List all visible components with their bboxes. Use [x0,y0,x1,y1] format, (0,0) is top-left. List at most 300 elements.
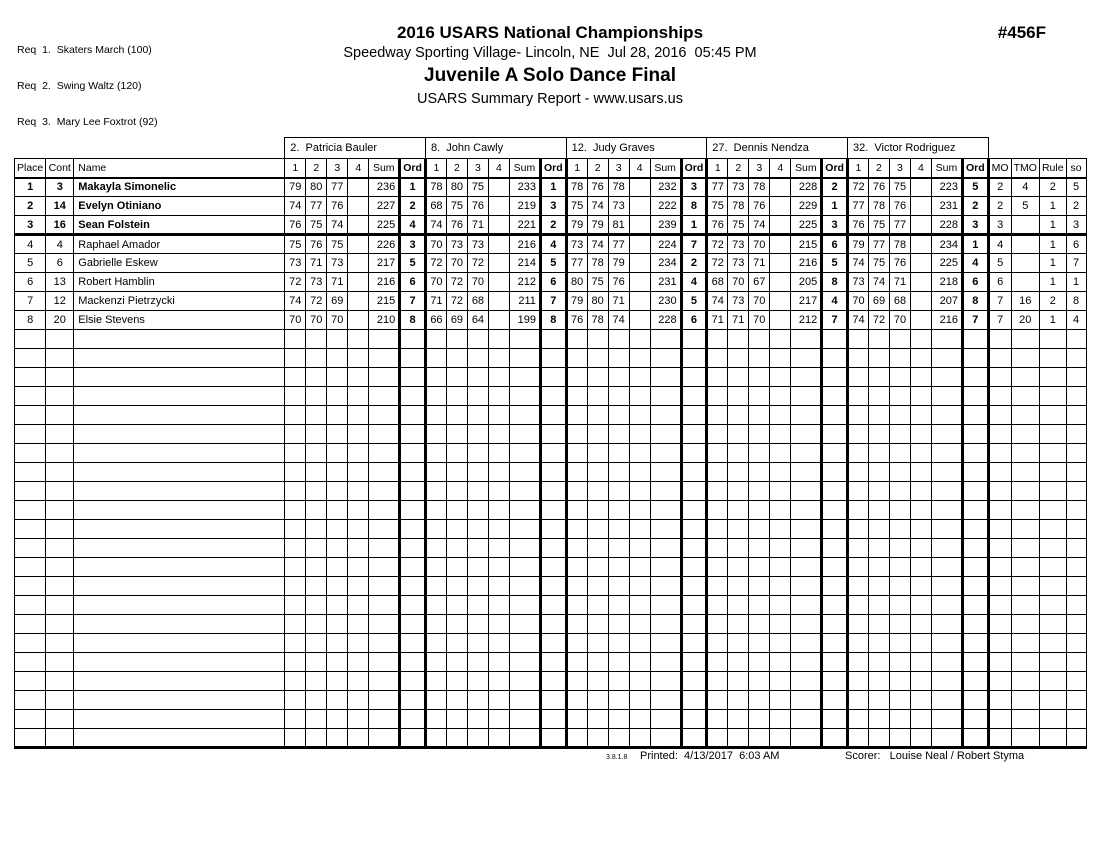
judge-score: 75 [285,235,306,254]
judge-score [728,710,749,729]
judge-ordinal [400,596,426,615]
judge-score: 78 [749,178,770,197]
so-value [1066,444,1086,463]
judge-sum [650,406,681,425]
judge-header: 27. Dennis Nendza [707,138,848,159]
so-value [1066,634,1086,653]
judge-score [728,558,749,577]
judge-score [728,596,749,615]
judge-score [770,178,791,197]
judge-score: 79 [587,216,608,235]
place-value [15,501,46,520]
judge-score [770,615,791,634]
judge-score [348,197,369,216]
judge-score [425,634,446,653]
judge-score [488,330,509,349]
judge-sum [931,387,962,406]
judge-score [728,729,749,748]
rule-value: 1 [1039,197,1066,216]
judge-score [348,653,369,672]
judge-sum [369,710,400,729]
event-number: #456F [997,23,1046,42]
judge-score [910,615,931,634]
judge-score [889,615,910,634]
judge-sum: 216 [931,311,962,330]
judge-score [629,425,650,444]
judge-score [446,501,467,520]
judge-sum [791,425,822,444]
contestant-number [46,615,74,634]
judge-score [608,520,629,539]
tmo-value [1011,463,1039,482]
judge-score: 79 [566,292,587,311]
judge-score [608,501,629,520]
judge-score [770,349,791,368]
judge-score: 72 [707,235,728,254]
judge-score [587,653,608,672]
judge-ordinal: 6 [400,273,426,292]
col-header-score: 4 [910,159,931,178]
contestant-number [46,539,74,558]
rule-value [1039,330,1066,349]
contestant-number [46,672,74,691]
skater-name [74,577,285,596]
judge-score: 72 [707,254,728,273]
col-header-sum: Sum [509,159,540,178]
judge-sum: 214 [509,254,540,273]
judge-score [910,425,931,444]
judge-sum: 231 [650,273,681,292]
judge-sum [650,520,681,539]
judge-score [285,368,306,387]
judge-sum [931,729,962,748]
judge-score: 76 [566,311,587,330]
judge-score [847,615,868,634]
judge-ordinal: 1 [962,235,988,254]
judge-score [629,235,650,254]
printed-label: Printed: [640,750,678,762]
judge-sum: 225 [369,216,400,235]
contestant-number [46,368,74,387]
scorer-line [845,750,1024,762]
judge-score: 73 [467,235,488,254]
place-value [15,672,46,691]
skater-name [74,710,285,729]
tmo-value [1011,596,1039,615]
judge-score: 77 [868,235,889,254]
col-header-score: 4 [629,159,650,178]
judge-score [707,387,728,406]
judge-score [488,197,509,216]
col-header-score: 3 [749,159,770,178]
judge-score [608,729,629,748]
judge-score [306,710,327,729]
judge-score: 74 [327,216,348,235]
judge-score [425,729,446,748]
judge-ordinal [962,387,988,406]
judge-score [889,406,910,425]
so-value [1066,406,1086,425]
judge-score [889,425,910,444]
mo-value [988,558,1011,577]
event-title: Juvenile A Solo Dance Final [424,65,676,86]
judge-score [587,330,608,349]
judge-score [446,425,467,444]
judge-ordinal [822,387,848,406]
judge-score: 70 [446,254,467,273]
contestant-number [46,387,74,406]
judge-score [889,444,910,463]
col-header-score: 1 [285,159,306,178]
so-value: 7 [1066,254,1086,273]
judge-score [348,254,369,273]
mo-value: 2 [988,197,1011,216]
judge-score [629,482,650,501]
judge-score [608,558,629,577]
judge-score [728,672,749,691]
judge-ordinal [400,482,426,501]
empty-row [15,710,1087,729]
judge-score: 76 [285,216,306,235]
printed-value: 4/13/2017 6:03 AM [684,750,780,762]
judge-score [306,425,327,444]
judge-score: 78 [566,178,587,197]
contestant-number [46,520,74,539]
mo-value [988,330,1011,349]
judge-score [446,368,467,387]
judge-sum [791,444,822,463]
skater-name [74,349,285,368]
tmo-value: 5 [1011,197,1039,216]
skater-name [74,520,285,539]
judge-score: 71 [306,254,327,273]
skater-name [74,330,285,349]
judge-score [467,653,488,672]
judge-score [770,254,791,273]
judge-score: 73 [608,197,629,216]
so-value [1066,520,1086,539]
col-header-rule: Rule [1039,159,1066,178]
judge-score [327,615,348,634]
judge-score [285,349,306,368]
judge-ordinal: 6 [540,273,566,292]
col-header-ord: Ord [962,159,988,178]
judge-ordinal [822,444,848,463]
judge-ordinal [822,501,848,520]
judge-score [847,368,868,387]
judge-score [327,425,348,444]
judge-score [629,216,650,235]
judge-score [770,463,791,482]
judge-score [467,482,488,501]
judge-score [749,691,770,710]
judge-score [608,387,629,406]
judge-score: 77 [327,178,348,197]
judge-score [425,387,446,406]
judge-score [707,539,728,558]
judge-ordinal [540,520,566,539]
judge-score [306,463,327,482]
judge-score: 78 [587,254,608,273]
judge-ordinal: 4 [400,216,426,235]
empty-row [15,425,1087,444]
judge-score [910,292,931,311]
judge-score [327,387,348,406]
judge-ordinal [540,729,566,748]
empty-row [15,558,1087,577]
judge-score [770,197,791,216]
judge-score [327,539,348,558]
judge-score [868,615,889,634]
judge-score [285,463,306,482]
judge-score [587,349,608,368]
judge-score [446,691,467,710]
judge-score: 76 [847,216,868,235]
empty-row [15,615,1087,634]
mo-value [988,577,1011,596]
empty-row [15,349,1087,368]
judge-score [749,406,770,425]
judge-ordinal [962,482,988,501]
skater-name: Mackenzi Pietrzycki [74,292,285,311]
judge-score [868,425,889,444]
judge-score [749,482,770,501]
judge-sum [650,539,681,558]
judge-score [910,273,931,292]
judge-score: 79 [566,216,587,235]
judge-score [327,406,348,425]
judge-score [488,216,509,235]
judge-ordinal [681,729,707,748]
judge-score [629,330,650,349]
judge-score [587,710,608,729]
judge-score [587,463,608,482]
judge-sum [791,406,822,425]
judge-ordinal [400,710,426,729]
judge-score [707,596,728,615]
contestant-number: 16 [46,216,74,235]
mo-value: 4 [988,235,1011,254]
judge-sum [509,558,540,577]
judge-score [566,539,587,558]
judge-score [608,482,629,501]
judge-score [587,520,608,539]
judge-score [285,520,306,539]
judge-score: 76 [467,197,488,216]
judge-ordinal [822,634,848,653]
judge-score: 71 [749,254,770,273]
judge-score [348,463,369,482]
place-value [15,425,46,444]
mo-value [988,653,1011,672]
skater-name [74,615,285,634]
judge-score: 75 [728,216,749,235]
tmo-value [1011,254,1039,273]
judge-ordinal: 7 [681,235,707,254]
judge-ordinal [962,368,988,387]
judge-score [348,292,369,311]
judge-sum: 225 [931,254,962,273]
judge-score [847,672,868,691]
judge-score [306,349,327,368]
col-header-score: 3 [467,159,488,178]
judge-score [629,653,650,672]
tmo-value: 16 [1011,292,1039,311]
judge-score [770,216,791,235]
rule-value [1039,387,1066,406]
judge-score [910,463,931,482]
judge-score [728,349,749,368]
judge-score: 67 [749,273,770,292]
judge-score [847,463,868,482]
judge-score [707,653,728,672]
judge-ordinal [822,368,848,387]
judge-score [425,425,446,444]
contestant-number: 20 [46,311,74,330]
skater-name [74,501,285,520]
col-header-name: Name [74,159,285,178]
place-value: 4 [15,235,46,254]
judge-score [467,368,488,387]
judge-score [306,501,327,520]
judge-ordinal: 3 [400,235,426,254]
skater-name: Elsie Stevens [74,311,285,330]
judge-ordinal [822,482,848,501]
judge-score [467,634,488,653]
judge-score [707,501,728,520]
judge-score: 75 [327,235,348,254]
judge-ordinal [681,672,707,691]
judge-score [629,501,650,520]
judge-ordinal [540,349,566,368]
judge-sum: 229 [791,197,822,216]
judge-score [566,425,587,444]
judge-score [728,330,749,349]
judge-sum [509,691,540,710]
judge-score: 64 [467,311,488,330]
judge-sum [369,406,400,425]
judge-score: 76 [707,216,728,235]
judge-ordinal [400,387,426,406]
rule-value: 1 [1039,235,1066,254]
judge-score [306,729,327,748]
rule-value [1039,577,1066,596]
skater-name [74,634,285,653]
judge-sum [369,558,400,577]
spacer-cell [988,138,1086,159]
judge-score [749,729,770,748]
judge-ordinal [540,596,566,615]
judge-ordinal: 5 [400,254,426,273]
place-value [15,710,46,729]
rule-value [1039,729,1066,748]
judge-score: 69 [327,292,348,311]
skater-name: Makayla Simonelic [74,178,285,197]
empty-row [15,406,1087,425]
so-value: 4 [1066,311,1086,330]
judge-sum [369,653,400,672]
col-header-tmo: TMO [1011,159,1039,178]
judge-ordinal: 6 [822,235,848,254]
judge-sum [369,729,400,748]
judge-score [425,368,446,387]
place-value [15,444,46,463]
judge-ordinal [540,463,566,482]
judge-sum [931,330,962,349]
judge-score [889,482,910,501]
skater-name: Sean Folstein [74,216,285,235]
judge-score [446,710,467,729]
judge-score [868,463,889,482]
judge-header: 2. Patricia Bauler [285,138,426,159]
judge-ordinal [400,653,426,672]
judge-score [488,178,509,197]
judge-sum [509,406,540,425]
judge-score [707,330,728,349]
judge-score [910,520,931,539]
judge-score [847,482,868,501]
judge-score [847,653,868,672]
judge-score [566,729,587,748]
judge-score: 74 [847,254,868,273]
judge-ordinal [962,330,988,349]
place-value [15,729,46,748]
judge-ordinal [540,710,566,729]
judge-score: 71 [425,292,446,311]
contestant-number [46,330,74,349]
judge-ordinal [681,596,707,615]
judge-sum: 227 [369,197,400,216]
judge-score [770,577,791,596]
judge-score [910,710,931,729]
judge-score [285,691,306,710]
judge-score: 75 [446,197,467,216]
judge-sum: 230 [650,292,681,311]
skater-name [74,406,285,425]
judge-score [488,520,509,539]
judge-score [728,406,749,425]
judge-ordinal [822,691,848,710]
judge-score [910,577,931,596]
judge-score [889,653,910,672]
place-value: 7 [15,292,46,311]
judge-score [629,558,650,577]
judge-sum [509,501,540,520]
judge-ordinal [681,368,707,387]
judge-score [348,501,369,520]
judge-ordinal [400,558,426,577]
judge-sum [931,710,962,729]
skater-name [74,482,285,501]
rule-value: 2 [1039,292,1066,311]
tmo-value [1011,482,1039,501]
judge-score [306,387,327,406]
rule-value [1039,710,1066,729]
judge-score: 78 [608,178,629,197]
judge-sum [369,387,400,406]
judge-sum [791,349,822,368]
judge-score [446,406,467,425]
judge-score [446,653,467,672]
so-value [1066,368,1086,387]
rule-value [1039,653,1066,672]
contestant-number [46,710,74,729]
judge-score [327,729,348,748]
judge-score [770,387,791,406]
judge-score [285,710,306,729]
judge-sum [509,577,540,596]
judge-score [728,444,749,463]
